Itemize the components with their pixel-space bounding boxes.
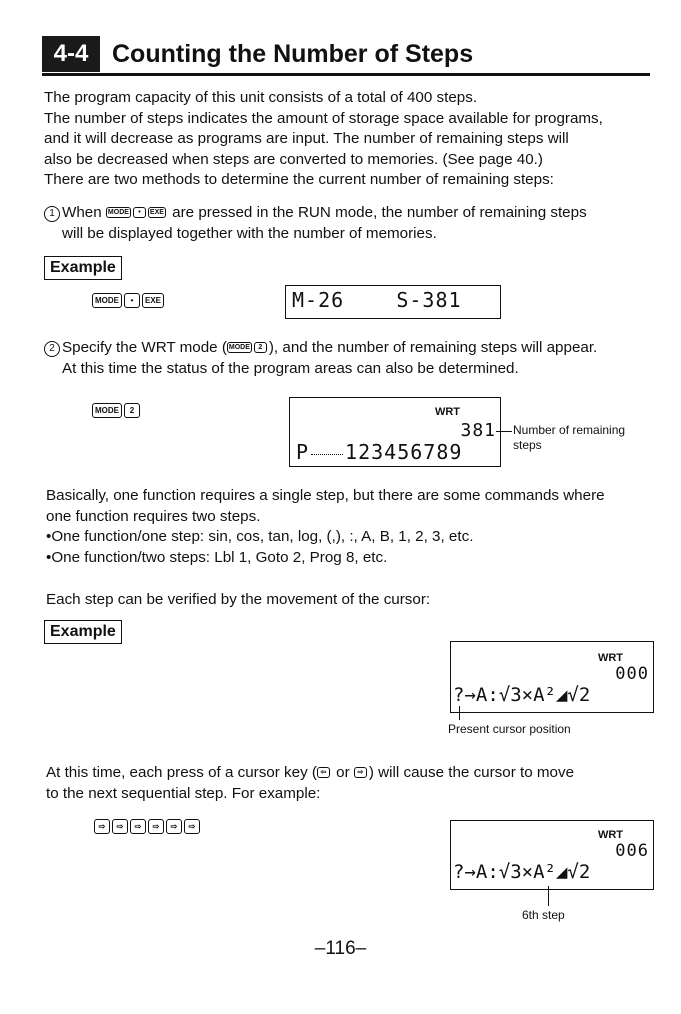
method-1	[44, 203, 669, 244]
step-pointer-line	[548, 886, 549, 906]
page-number: –116–	[314, 938, 367, 959]
section-number-badge: 4-4	[42, 36, 100, 72]
program-prefix: P	[296, 440, 310, 464]
cursor-right-key: ⇨	[112, 819, 128, 834]
program-line: ?→A:√3×A²◢√2	[453, 684, 591, 706]
method-2	[44, 338, 669, 379]
method-1-text-post: are pressed in the RUN mode, the number of remaining steps	[172, 204, 587, 221]
cursor-right-key: ⇨	[130, 819, 146, 834]
step-counter: 000	[615, 664, 649, 684]
example-label: Example	[44, 620, 122, 644]
intro-line: also be decreased when steps are converted to memories. (See page 40.)	[44, 150, 543, 168]
remaining-steps: 381	[460, 420, 496, 441]
dot-key: •	[124, 293, 140, 308]
example-4-keys	[94, 818, 202, 836]
cursor-text: At this time, each press of a cursor key (	[46, 764, 317, 781]
cursor-pointer-line	[459, 706, 460, 720]
step-counter: 006	[615, 841, 649, 861]
circle-number-2: 2	[44, 341, 60, 357]
bullet-line: •One function/one step: sin, cos, tan, log, (,), :, A, B, 1, 2, 3, etc.	[46, 528, 474, 545]
wrt-indicator: WRT	[597, 829, 623, 841]
intro-line: There are two methods to determine the current number of remaining steps:	[44, 171, 554, 188]
mode-key: MODE	[228, 344, 250, 352]
basic-line: one function requires two steps.	[46, 507, 261, 525]
mode-key: MODE	[107, 209, 129, 217]
cursor-paragraph	[46, 763, 666, 804]
example-label: Example	[44, 256, 122, 280]
wrt-indicator: WRT	[597, 652, 623, 664]
dot-key: •	[133, 207, 146, 218]
program-area-line	[296, 440, 462, 464]
remaining-steps-note	[513, 423, 625, 453]
cursor-right-key: ⇨	[184, 819, 200, 834]
intro-line: The program capacity of this unit consists of a total of 400 steps.	[44, 89, 478, 106]
cursor-text: ) will cause the cursor to move	[368, 764, 575, 781]
intro-line: The number of steps indicates the amount of storage space available for programs,	[44, 109, 603, 127]
program-line: ?→A:√3×A²◢√2	[453, 861, 591, 883]
circle-number-1: 1	[44, 206, 60, 222]
method-2-text-post: ), and the number of remaining steps will appear.	[268, 339, 598, 356]
display-memory-steps	[285, 285, 501, 319]
example-2-keys	[92, 402, 142, 420]
intro-line: and it will decrease as programs are input. The number of remaining steps will	[44, 130, 569, 147]
method-1-text-pre: When	[62, 204, 102, 221]
wrt-indicator: WRT	[434, 406, 460, 418]
callout-line	[496, 431, 512, 432]
area-indicator	[311, 454, 343, 455]
example-1-keys	[92, 292, 166, 310]
note-line: Number of remaining	[513, 423, 626, 437]
method-1-line-2: will be displayed together with the number of memories.	[62, 224, 437, 242]
sixth-step-note: 6th step	[522, 908, 565, 922]
two-key: 2	[124, 403, 140, 418]
cursor-note: Present cursor position	[448, 722, 571, 736]
method-2-text-pre: Specify the WRT mode (	[62, 339, 227, 356]
note-line: steps	[513, 438, 542, 452]
display-cursor-moved	[450, 820, 654, 890]
cursor-text: or	[331, 764, 354, 781]
steps-explanation	[46, 486, 666, 568]
display-text: M-26 S-381	[292, 288, 462, 312]
intro-paragraph	[44, 88, 664, 191]
cursor-right-key: ⇨	[354, 767, 367, 778]
program-areas: 123456789	[345, 440, 463, 464]
mode-key: MODE	[92, 403, 122, 418]
two-key: 2	[254, 342, 267, 353]
verify-line: Each step can be verified by the movement of the cursor:	[46, 591, 431, 608]
exe-key: EXE	[149, 209, 164, 217]
cursor-text: to the next sequential step. For example:	[46, 784, 321, 802]
method-2-line-2: At this time the status of the program areas can also be determined.	[62, 359, 519, 377]
page-title: Counting the Number of Steps	[112, 40, 474, 68]
mode-key: MODE	[92, 293, 122, 308]
display-wrt-mode	[289, 397, 501, 467]
cursor-left-key: ⇦	[317, 767, 330, 778]
title-rule	[42, 73, 650, 76]
cursor-right-key: ⇨	[148, 819, 164, 834]
display-cursor-start	[450, 641, 654, 713]
cursor-right-key: ⇨	[166, 819, 182, 834]
basic-line: Basically, one function requires a single step, but there are some commands where	[46, 487, 605, 504]
cursor-right-key: ⇨	[94, 819, 110, 834]
exe-key: EXE	[142, 293, 164, 308]
bullet-line: •One function/two steps: Lbl 1, Goto 2, Prog 8, etc.	[46, 548, 388, 566]
